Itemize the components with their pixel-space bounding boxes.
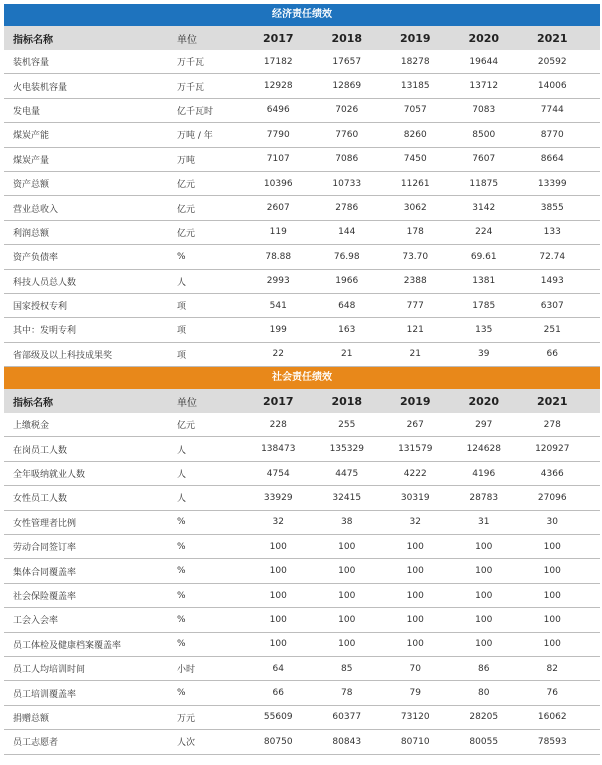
value-cell: 100 [475, 541, 493, 552]
table-row [4, 657, 600, 681]
value-cell: 66 [272, 688, 284, 699]
unit-cell: 人 [177, 494, 187, 505]
value-cell: 2993 [266, 276, 290, 287]
indicator-name: 劳动合同签订率 [13, 543, 77, 554]
value-cell: 80 [478, 688, 490, 699]
value-cell: 4754 [266, 468, 290, 479]
value-cell: 82 [546, 663, 558, 674]
table-row [4, 706, 600, 730]
table-row [4, 511, 600, 535]
value-cell: 7607 [472, 154, 496, 165]
indicator-name: 工会入会率 [13, 616, 59, 627]
unit-cell: % [177, 688, 186, 699]
value-cell: 2607 [266, 203, 290, 214]
value-cell: 121 [406, 324, 424, 335]
value-cell: 32 [409, 517, 421, 528]
unit-cell: 万吨 [177, 155, 196, 166]
unit-cell: 人 [177, 445, 187, 456]
unit-cell: 人 [177, 277, 187, 288]
table-row [4, 584, 600, 608]
value-cell: 541 [269, 300, 287, 311]
value-cell: 12928 [263, 81, 293, 92]
indicator-name: 利润总额 [13, 228, 50, 239]
column-header: 指标名称 [13, 397, 53, 409]
table-row [4, 486, 600, 510]
value-cell: 12869 [332, 81, 362, 92]
value-cell: 78.88 [265, 251, 292, 262]
value-cell: 8664 [540, 154, 564, 165]
table-row [4, 343, 600, 367]
value-cell: 11261 [400, 178, 430, 189]
value-cell: 3142 [472, 203, 496, 214]
value-cell: 133 [543, 227, 561, 238]
value-cell: 100 [269, 639, 287, 650]
value-cell: 6496 [266, 105, 290, 116]
table-row [4, 535, 600, 559]
value-cell: 163 [338, 324, 356, 335]
indicator-name: 营业总收入 [13, 204, 59, 215]
indicator-name: 全年吸纳就业人数 [13, 470, 86, 481]
value-cell: 297 [475, 419, 493, 430]
value-cell: 135 [475, 324, 493, 335]
value-cell: 6307 [540, 300, 564, 311]
value-cell: 199 [269, 324, 287, 335]
value-cell: 4222 [403, 468, 427, 479]
unit-cell: 万吨 / 年 [177, 131, 213, 142]
table-row [4, 221, 600, 245]
table-row [4, 148, 600, 172]
table-row [4, 99, 600, 123]
value-cell: 80750 [263, 736, 293, 747]
indicator-name: 员工体检及健康档案覆盖率 [13, 640, 122, 651]
value-cell: 100 [543, 614, 561, 625]
value-cell: 7086 [335, 154, 359, 165]
unit-cell: 人 [177, 470, 187, 481]
value-cell: 78 [341, 688, 353, 699]
value-cell: 76.98 [333, 251, 360, 262]
value-cell: 13712 [469, 81, 499, 92]
value-cell: 178 [406, 227, 424, 238]
value-cell: 8500 [472, 129, 496, 140]
value-cell: 7057 [403, 105, 427, 116]
value-cell: 100 [543, 566, 561, 577]
value-cell: 100 [338, 566, 356, 577]
value-cell: 100 [543, 541, 561, 552]
value-cell: 648 [338, 300, 356, 311]
value-cell: 8770 [540, 129, 564, 140]
value-cell: 7790 [266, 129, 290, 140]
value-cell: 28205 [469, 712, 499, 723]
table-row [4, 270, 600, 294]
column-header: 2017 [262, 394, 294, 408]
table-row [4, 172, 600, 196]
value-cell: 100 [269, 541, 287, 552]
value-cell: 267 [406, 419, 424, 430]
column-header: 2020 [468, 394, 500, 408]
indicator-name: 发电量 [13, 106, 41, 117]
unit-cell: % [177, 590, 186, 601]
value-cell: 100 [338, 541, 356, 552]
indicator-name: 科技人员总人数 [13, 277, 77, 288]
column-header: 2021 [536, 394, 568, 408]
value-cell: 13185 [400, 81, 430, 92]
column-header: 2020 [468, 31, 500, 45]
table-row [4, 559, 600, 583]
value-cell: 38 [341, 517, 353, 528]
value-cell: 1493 [540, 276, 564, 287]
unit-cell: 人次 [177, 738, 196, 749]
column-header: 单位 [177, 34, 197, 46]
column-header: 2018 [331, 31, 363, 45]
column-header: 单位 [177, 397, 197, 409]
table-row [4, 123, 600, 147]
column-header: 2019 [399, 31, 431, 45]
table-row [4, 633, 600, 657]
value-cell: 100 [543, 639, 561, 650]
indicator-name: 捐赠总额 [13, 713, 50, 724]
value-cell: 80055 [469, 736, 499, 747]
value-cell: 21 [341, 349, 353, 360]
value-cell: 86 [478, 663, 490, 674]
value-cell: 255 [338, 419, 356, 430]
value-cell: 39 [478, 349, 490, 360]
table-row [4, 74, 600, 98]
value-cell: 30 [546, 517, 558, 528]
unit-cell: 亿元 [177, 204, 196, 215]
value-cell: 1381 [472, 276, 496, 287]
unit-cell: % [177, 541, 186, 552]
value-cell: 100 [269, 614, 287, 625]
indicator-name: 装机容量 [13, 58, 50, 69]
value-cell: 8260 [403, 129, 427, 140]
indicator-name: 女性管理者比例 [13, 518, 77, 529]
table-row [4, 608, 600, 632]
unit-cell: 亿元 [177, 228, 196, 239]
indicator-name: 省部级及以上科技成果奖 [13, 350, 113, 361]
value-cell: 138473 [261, 444, 296, 455]
economic-header-row [4, 26, 600, 50]
value-cell: 60377 [332, 712, 362, 723]
value-cell: 79 [409, 688, 421, 699]
value-cell: 28783 [469, 492, 499, 503]
unit-cell: 万千瓦 [177, 58, 205, 69]
value-cell: 100 [475, 590, 493, 601]
column-header: 指标名称 [13, 34, 53, 46]
value-cell: 76 [546, 688, 558, 699]
column-header: 2017 [262, 31, 294, 45]
value-cell: 7760 [335, 129, 359, 140]
indicator-name: 煤炭产量 [13, 155, 50, 166]
value-cell: 72.74 [539, 251, 566, 262]
value-cell: 1785 [472, 300, 496, 311]
indicator-name: 上缴税金 [13, 421, 50, 432]
value-cell: 1966 [335, 276, 359, 287]
social-header-row [4, 389, 600, 413]
value-cell: 17657 [332, 56, 362, 67]
value-cell: 55609 [263, 712, 293, 723]
value-cell: 224 [475, 227, 493, 238]
value-cell: 7744 [540, 105, 564, 116]
value-cell: 31 [478, 517, 490, 528]
value-cell: 135329 [329, 444, 364, 455]
value-cell: 7107 [266, 154, 290, 165]
value-cell: 64 [272, 663, 284, 674]
value-cell: 7083 [472, 105, 496, 116]
unit-cell: 项 [177, 350, 187, 361]
value-cell: 100 [543, 590, 561, 601]
value-cell: 100 [406, 639, 424, 650]
value-cell: 100 [338, 639, 356, 650]
economic-table [4, 26, 600, 367]
value-cell: 7026 [335, 105, 359, 116]
indicator-name: 社会保险覆盖率 [13, 592, 77, 602]
value-cell: 100 [338, 614, 356, 625]
unit-cell: 项 [177, 302, 187, 313]
unit-cell: 亿元 [177, 421, 196, 432]
value-cell: 3855 [540, 203, 564, 214]
value-cell: 100 [406, 590, 424, 601]
value-cell: 120927 [535, 444, 570, 455]
unit-cell: 小时 [177, 665, 196, 676]
value-cell: 7450 [403, 154, 427, 165]
value-cell: 4196 [472, 468, 496, 479]
value-cell: 78593 [537, 736, 567, 747]
table-row [4, 50, 600, 74]
value-cell: 124628 [466, 444, 501, 455]
unit-cell: % [177, 517, 186, 528]
value-cell: 2786 [335, 203, 359, 214]
unit-cell: % [177, 566, 186, 577]
value-cell: 131579 [398, 444, 433, 455]
table-row [4, 294, 600, 318]
indicator-name: 资产总额 [13, 180, 50, 191]
indicator-name: 其中：发明专利 [13, 326, 77, 337]
value-cell: 27096 [537, 492, 567, 503]
indicator-name: 煤炭产能 [13, 131, 50, 142]
value-cell: 16062 [537, 712, 567, 723]
indicator-name: 女性员工人数 [13, 494, 68, 505]
value-cell: 4475 [335, 468, 359, 479]
value-cell: 70 [409, 663, 421, 674]
value-cell: 100 [406, 566, 424, 577]
performance-table [4, 4, 600, 755]
value-cell: 144 [338, 227, 356, 238]
value-cell: 69.61 [470, 251, 497, 262]
social-table [4, 389, 600, 754]
value-cell: 251 [543, 324, 561, 335]
value-cell: 228 [269, 419, 287, 430]
table-row [4, 318, 600, 342]
value-cell: 66 [546, 349, 558, 360]
value-cell: 22 [272, 349, 284, 360]
table-row [4, 245, 600, 269]
value-cell: 2388 [403, 276, 427, 287]
table-row [4, 730, 600, 754]
value-cell: 18278 [400, 56, 430, 67]
value-cell: 10733 [332, 178, 362, 189]
value-cell: 21 [409, 349, 421, 360]
value-cell: 17182 [263, 56, 293, 67]
value-cell: 13399 [537, 178, 567, 189]
unit-cell: % [177, 639, 186, 650]
table-row [4, 413, 600, 437]
value-cell: 100 [475, 614, 493, 625]
value-cell: 100 [338, 590, 356, 601]
value-cell: 30319 [400, 492, 430, 503]
social-section-title: 社会责任绩效 [4, 367, 600, 389]
indicator-name: 国家授权专利 [13, 302, 68, 313]
value-cell: 3062 [403, 203, 427, 214]
value-cell: 100 [406, 614, 424, 625]
value-cell: 80843 [332, 736, 362, 747]
value-cell: 32 [272, 517, 284, 528]
value-cell: 85 [341, 663, 353, 674]
value-cell: 73120 [400, 712, 430, 723]
value-cell: 33929 [263, 492, 293, 503]
value-cell: 20592 [537, 56, 567, 67]
economic-section-title: 经济责任绩效 [4, 4, 600, 26]
value-cell: 100 [269, 590, 287, 601]
value-cell: 100 [475, 639, 493, 650]
indicator-name: 火电装机容量 [13, 82, 68, 93]
column-header: 2021 [536, 31, 568, 45]
value-cell: 10396 [263, 178, 293, 189]
indicator-name: 集体合同覆盖率 [13, 567, 77, 578]
table-row [4, 681, 600, 705]
value-cell: 73.70 [402, 251, 429, 262]
value-cell: 777 [406, 300, 424, 311]
value-cell: 100 [406, 541, 424, 552]
value-cell: 32415 [332, 492, 362, 503]
table-row [4, 196, 600, 220]
unit-cell: 万元 [177, 713, 196, 724]
indicator-name: 员工志愿者 [13, 738, 59, 749]
table-row [4, 437, 600, 461]
unit-cell: 项 [177, 326, 187, 337]
column-header: 2019 [399, 394, 431, 408]
value-cell: 11875 [469, 178, 499, 189]
indicator-name: 员工培训覆盖率 [13, 689, 77, 700]
value-cell: 119 [269, 227, 287, 238]
table-row [4, 462, 600, 486]
unit-cell: 万千瓦 [177, 82, 205, 93]
value-cell: 100 [475, 566, 493, 577]
unit-cell: 亿元 [177, 180, 196, 191]
indicator-name: 在岗员工人数 [13, 445, 68, 456]
unit-cell: % [177, 251, 186, 262]
value-cell: 14006 [537, 81, 567, 92]
unit-cell: 亿千瓦时 [177, 106, 214, 117]
value-cell: 80710 [400, 736, 430, 747]
indicator-name: 资产负债率 [13, 253, 59, 264]
indicator-name: 员工人均培训时间 [13, 665, 86, 676]
unit-cell: % [177, 614, 186, 625]
value-cell: 4366 [540, 468, 564, 479]
value-cell: 278 [543, 419, 561, 430]
column-header: 2018 [331, 394, 363, 408]
value-cell: 19644 [469, 56, 499, 67]
value-cell: 100 [269, 566, 287, 577]
